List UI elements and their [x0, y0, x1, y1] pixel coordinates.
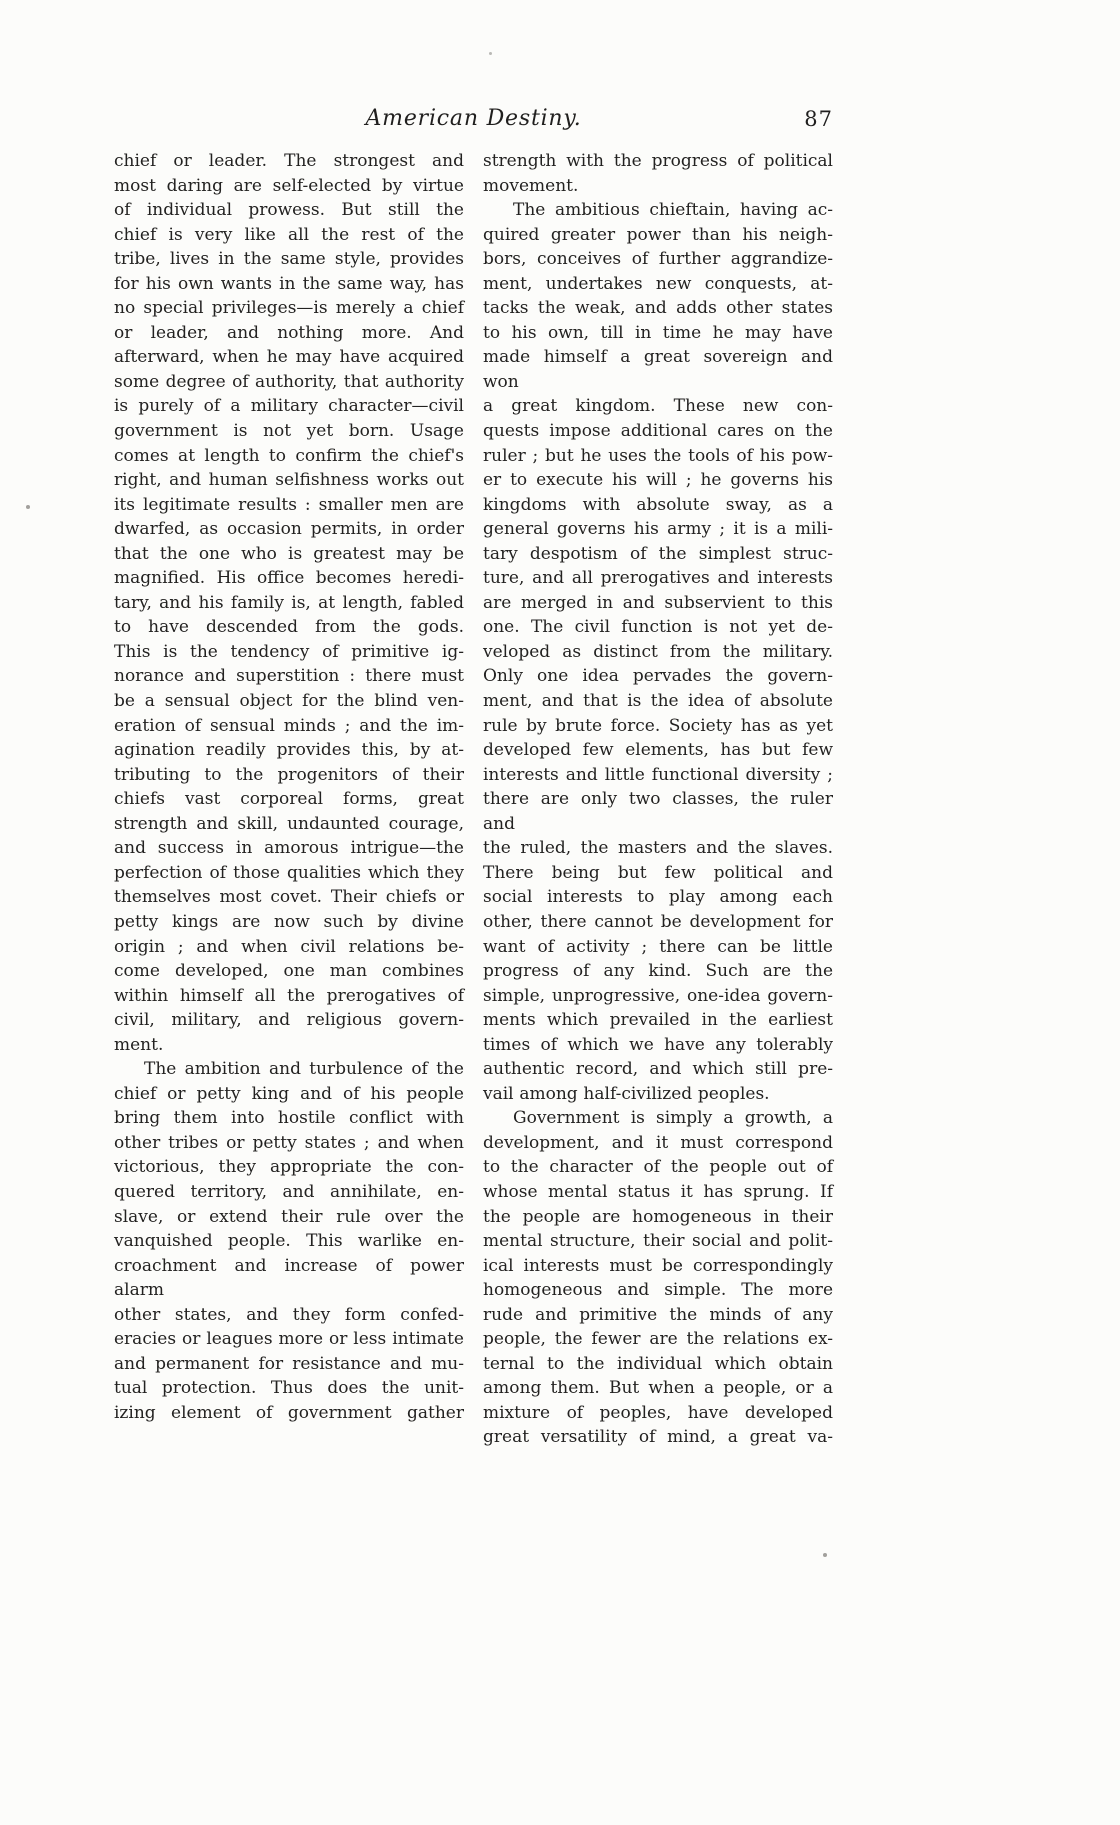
- text-line: authentic record, and which still pre-: [483, 1059, 833, 1080]
- text-line: origin ; and when civil relations be-: [114, 936, 464, 957]
- text-line: is purely of a military character—civil: [114, 396, 464, 417]
- text-line: agination readily provides this, by at-: [114, 740, 464, 761]
- text-line: tary despotism of the simplest struc-: [483, 543, 833, 564]
- paragraph: [483, 149, 833, 198]
- text-line: whose mental status it has sprung. If: [483, 1181, 833, 1202]
- text-line: magnified. His office becomes heredi-: [114, 568, 464, 589]
- text-line: slave, or extend their rule over the: [114, 1206, 464, 1227]
- scan-speck: [26, 505, 30, 509]
- text-line: among them. But when a people, or a: [483, 1378, 833, 1399]
- text-line: rude and primitive the minds of any: [483, 1304, 833, 1325]
- text-line: tacks the weak, and adds other states: [483, 298, 833, 319]
- text-line: no special privileges—is merely a chief: [114, 298, 464, 319]
- text-line: ruler ; but he uses the tools of his pow-: [483, 445, 833, 466]
- text-line: strength with the progress of political: [483, 151, 833, 171]
- text-line: eracies or leagues more or less intimate: [114, 1329, 464, 1350]
- text-line: ment.: [114, 1034, 164, 1055]
- text-line: vanquished people. This warlike en-: [114, 1231, 464, 1252]
- text-line: come developed, one man combines: [114, 961, 464, 982]
- text-line: that the one who is greatest may be: [114, 543, 464, 564]
- text-line: themselves most covet. Their chiefs or: [114, 887, 464, 908]
- text-line: developed few elements, has but few: [483, 740, 833, 761]
- paragraph: [114, 149, 464, 1057]
- left-column: [114, 149, 464, 1450]
- text-line: its legitimate results : smaller men are: [114, 494, 464, 515]
- text-line: chief or leader. The strongest and: [114, 151, 464, 171]
- text-line: ical interests must be correspondingly: [483, 1255, 833, 1276]
- text-line: development, and it must correspond: [483, 1132, 833, 1153]
- text-line: times of which we have any tolerably: [483, 1034, 833, 1055]
- right-column: [483, 149, 833, 1450]
- text-line: izing element of government gather: [114, 1402, 464, 1423]
- text-line: ments which prevailed in the earliest: [483, 1010, 833, 1031]
- text-line: there are only two classes, the ruler and: [483, 789, 833, 834]
- text-line: quered territory, and annihilate, en-: [114, 1181, 464, 1202]
- text-line: This is the tendency of primitive ig-: [114, 641, 464, 662]
- text-line: people, the fewer are the relations ex-: [483, 1329, 833, 1350]
- text-line: of individual prowess. But still the: [114, 200, 464, 221]
- page-header: [114, 106, 833, 138]
- text-line: social interests to play among each: [483, 887, 833, 908]
- text-line: ternal to the individual which obtain: [483, 1353, 833, 1374]
- text-line: a great kingdom. These new con-: [483, 396, 833, 417]
- text-line: made himself a great sovereign and won: [483, 347, 833, 392]
- text-line: other tribes or petty states ; and when: [114, 1132, 464, 1153]
- paragraph: [114, 1057, 464, 1425]
- text-line: There being but few political and: [483, 862, 833, 883]
- text-line: or leader, and nothing more. And: [114, 322, 464, 343]
- text-line: petty kings are now such by divine: [114, 911, 464, 932]
- text-line: and permanent for resistance and mu-: [114, 1353, 464, 1374]
- text-line: movement.: [483, 175, 579, 196]
- text-line: dwarfed, as occasion permits, in order: [114, 519, 464, 540]
- text-line: croachment and increase of power alarm: [114, 1255, 464, 1301]
- text-line: one. The civil function is not yet de-: [483, 617, 833, 638]
- text-line: the ruled, the masters and the slaves.: [483, 838, 833, 859]
- text-line: vail among half-civilized peoples.: [483, 1083, 770, 1104]
- text-line: are merged in and subservient to this: [483, 592, 833, 613]
- text-line: tual protection. Thus does the unit-: [114, 1378, 464, 1399]
- text-line: right, and human selfishness works out: [114, 470, 464, 491]
- text-line: norance and superstition : there must: [114, 666, 464, 687]
- text-line: some degree of authority, that authority: [114, 371, 464, 392]
- text-line: perfection of those qualities which they: [114, 862, 464, 883]
- text-line: rule by brute force. Society has as yet: [483, 715, 833, 736]
- text-line: other states, and they form confed-: [114, 1304, 464, 1325]
- text-line: ture, and all prerogatives and interests: [483, 568, 833, 589]
- text-line: great versatility of mind, a great va-: [483, 1427, 833, 1448]
- text-line: mental structure, their social and polit-: [483, 1231, 833, 1252]
- scan-speck: [823, 1553, 827, 1557]
- text-line: and success in amorous intrigue—the: [114, 838, 464, 859]
- text-line: homogeneous and simple. The more: [483, 1280, 833, 1301]
- text-line: The ambitious chieftain, having ac-: [513, 200, 833, 221]
- text-line: veloped as distinct from the military.: [483, 641, 833, 662]
- text-columns: [114, 149, 833, 1450]
- text-line: want of activity ; there can be little: [483, 936, 833, 957]
- text-line: chief is very like all the rest of the: [114, 224, 464, 245]
- paragraph: [483, 198, 833, 1106]
- text-line: Only one idea pervades the govern-: [483, 666, 833, 687]
- text-line: progress of any kind. Such are the: [483, 961, 833, 982]
- text-line: government is not yet born. Usage: [114, 421, 464, 442]
- text-line: ment, undertakes new conquests, at-: [483, 273, 833, 294]
- text-line: other, there cannot be development for: [483, 911, 833, 932]
- text-line: chiefs vast corporeal forms, great: [114, 789, 464, 810]
- text-line: afterward, when he may have acquired: [114, 347, 464, 368]
- text-line: The ambition and turbulence of the: [144, 1059, 464, 1080]
- scan-speck: [489, 52, 492, 55]
- text-line: for his own wants in the same way, has: [114, 273, 464, 294]
- paragraph: [483, 1106, 833, 1450]
- text-line: victorious, they appropriate the con-: [114, 1157, 464, 1178]
- text-line: simple, unprogressive, one-idea govern-: [483, 985, 833, 1006]
- text-line: most daring are self-elected by virtue: [114, 175, 464, 196]
- text-line: civil, military, and religious govern-: [114, 1010, 464, 1031]
- text-line: to his own, till in time he may have: [483, 322, 833, 343]
- text-line: to the character of the people out of: [483, 1157, 833, 1178]
- text-line: kingdoms with absolute sway, as a: [483, 494, 833, 515]
- text-line: eration of sensual minds ; and the im-: [114, 715, 464, 736]
- text-line: bring them into hostile conflict with: [114, 1108, 464, 1129]
- text-line: chief or petty king and of his people: [114, 1083, 464, 1104]
- text-line: quired greater power than his neigh-: [483, 224, 833, 245]
- text-line: mixture of peoples, have developed: [483, 1402, 833, 1423]
- text-line: the people are homogeneous in their: [483, 1206, 833, 1227]
- running-title: American Destiny.: [365, 106, 582, 131]
- text-line: interests and little functional diversity ;: [483, 764, 833, 785]
- text-line: quests impose additional cares on the: [483, 421, 833, 442]
- text-line: Government is simply a growth, a: [513, 1108, 833, 1129]
- text-line: er to execute his will ; he governs his: [483, 470, 833, 491]
- text-line: bors, conceives of further aggrandize-: [483, 249, 833, 270]
- text-line: general governs his army ; it is a mili-: [483, 519, 833, 540]
- text-line: strength and skill, undaunted courage,: [114, 813, 464, 834]
- text-line: tary, and his family is, at length, fabled: [114, 592, 464, 613]
- text-line: within himself all the prerogatives of: [114, 985, 464, 1006]
- text-line: to have descended from the gods.: [114, 617, 464, 638]
- text-line: comes at length to confirm the chief's: [114, 445, 464, 466]
- text-line: tribe, lives in the same style, provides: [114, 249, 464, 270]
- text-line: ment, and that is the idea of absolute: [483, 691, 833, 712]
- text-line: be a sensual object for the blind ven-: [114, 691, 464, 712]
- page-number: 87: [804, 107, 833, 131]
- text-line: tributing to the progenitors of their: [114, 764, 464, 785]
